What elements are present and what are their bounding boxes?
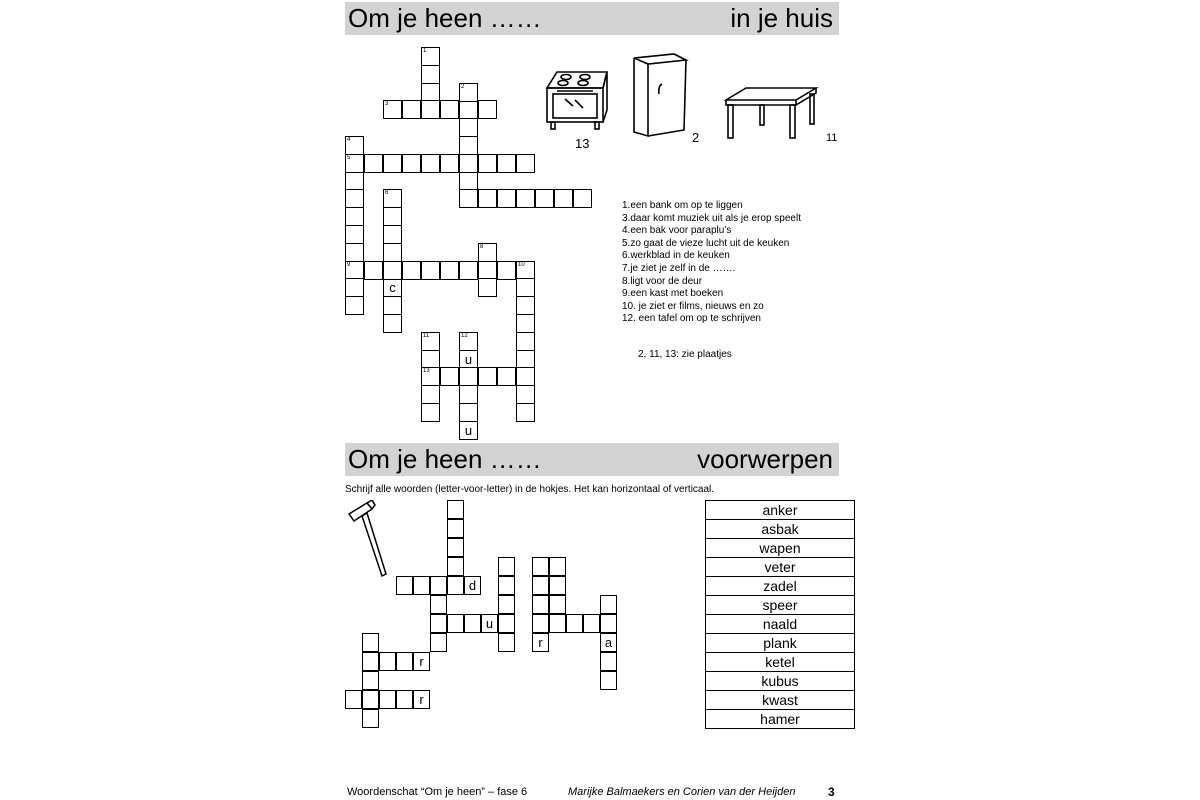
- crossword-cell[interactable]: [516, 278, 535, 297]
- crossword-cell[interactable]: [383, 225, 402, 244]
- crossword-cell[interactable]: [516, 350, 535, 369]
- page-number: 3: [828, 785, 835, 799]
- clue-number: 12: [461, 332, 468, 339]
- crossword-cell[interactable]: [447, 519, 464, 538]
- crossword-cell[interactable]: [459, 100, 478, 119]
- clue-list: [622, 200, 801, 326]
- crossword-cell[interactable]: [421, 350, 440, 369]
- crossword-cell[interactable]: [532, 595, 549, 614]
- crossword-cell[interactable]: [383, 314, 402, 333]
- crossword-cell[interactable]: [383, 278, 402, 297]
- crossword-cell[interactable]: [497, 261, 516, 280]
- crossword-cell[interactable]: [421, 47, 440, 66]
- crossword-cell[interactable]: [421, 367, 440, 386]
- crossword-cell[interactable]: [364, 261, 383, 280]
- crossword-cell[interactable]: [430, 633, 447, 652]
- crossword-cell[interactable]: [459, 403, 478, 422]
- crossword-cell[interactable]: [413, 690, 430, 709]
- clue-number: 4: [347, 137, 351, 143]
- crossword-cell[interactable]: [379, 690, 396, 709]
- crossword-cell[interactable]: [600, 652, 617, 671]
- crossword-cell[interactable]: [383, 243, 402, 262]
- crossword-cell[interactable]: [549, 576, 566, 595]
- crossword-cell[interactable]: [430, 614, 447, 633]
- crossword-cell[interactable]: [478, 154, 497, 173]
- crossword-cell[interactable]: [600, 595, 617, 614]
- crossword-cell[interactable]: [478, 100, 497, 119]
- crossword-cell[interactable]: [440, 261, 459, 280]
- word-list-item: speer: [706, 596, 855, 615]
- crossword-cell[interactable]: [383, 154, 402, 173]
- crossword-cell[interactable]: [421, 385, 440, 404]
- crossword-cell[interactable]: [402, 261, 421, 280]
- stove-icon: [543, 66, 611, 132]
- crossword-cell[interactable]: [383, 207, 402, 226]
- section-title-right: in je huis: [730, 3, 833, 33]
- given-letter: r: [538, 635, 543, 650]
- stove-number: 13: [575, 136, 590, 151]
- crossword-cell[interactable]: [396, 576, 413, 595]
- word-list-item: zadel: [706, 577, 855, 596]
- crossword-cell[interactable]: [459, 350, 478, 369]
- clue-number: 10: [518, 261, 525, 268]
- crossword-cell[interactable]: [421, 261, 440, 280]
- crossword-cell[interactable]: [498, 614, 515, 633]
- given-letter: r: [419, 692, 424, 707]
- clue: 7.je ziet je zelf in de …….: [622, 262, 736, 274]
- clue-number: 6: [385, 190, 389, 197]
- crossword-cell[interactable]: [362, 652, 379, 671]
- crossword-cell[interactable]: [459, 118, 478, 137]
- clue-number: 11: [423, 332, 430, 339]
- word-list-item: wapen: [706, 539, 855, 558]
- crossword-cell[interactable]: [447, 500, 464, 519]
- crossword-cell[interactable]: [573, 189, 592, 208]
- clue: 4.een bak voor paraplu’s: [622, 225, 732, 237]
- crossword-cell[interactable]: [447, 614, 464, 633]
- table-icon: [724, 84, 820, 140]
- clue-number: 5: [347, 154, 351, 161]
- crossword-cell[interactable]: [600, 633, 617, 652]
- crossword-cell[interactable]: [421, 83, 440, 102]
- crossword-cell[interactable]: [464, 576, 481, 595]
- crossword-cell[interactable]: [440, 367, 459, 386]
- given-letter: a: [604, 635, 613, 650]
- crossword-cell[interactable]: [413, 652, 430, 671]
- fridge-number: 2: [692, 130, 700, 145]
- crossword-cell[interactable]: [459, 421, 478, 440]
- crossword-cell[interactable]: [497, 367, 516, 386]
- crossword-cell[interactable]: [459, 189, 478, 208]
- crossword-cell[interactable]: [554, 189, 573, 208]
- clue: 3.daar komt muziek uit als je erop speelt: [622, 212, 801, 224]
- crossword-cell[interactable]: [421, 65, 440, 84]
- crossword-cell[interactable]: [497, 154, 516, 173]
- given-letter: u: [485, 616, 494, 631]
- crossword-cell[interactable]: [345, 278, 364, 297]
- crossword-cell[interactable]: [478, 261, 497, 280]
- crossword-cell[interactable]: [421, 403, 440, 422]
- crossword-cell[interactable]: [549, 595, 566, 614]
- crossword-cell[interactable]: [459, 261, 478, 280]
- crossword-cell[interactable]: [345, 136, 364, 155]
- crossword-cell[interactable]: [383, 100, 402, 119]
- crossword-cell[interactable]: [532, 633, 549, 652]
- crossword-cell[interactable]: [549, 614, 566, 633]
- section-title-left: Om je heen ……: [348, 3, 542, 33]
- crossword-cell[interactable]: [516, 154, 535, 173]
- crossword-cell[interactable]: [583, 614, 600, 633]
- word-list-item: plank: [706, 634, 855, 653]
- given-letter: u: [464, 351, 473, 367]
- crossword-cell[interactable]: [447, 576, 464, 595]
- crossword-cell[interactable]: [345, 296, 364, 315]
- crossword-cell[interactable]: [566, 614, 583, 633]
- word-list-item: kubus: [706, 672, 855, 691]
- crossword-cell[interactable]: [516, 314, 535, 333]
- crossword-cell[interactable]: [497, 189, 516, 208]
- crossword-cell[interactable]: [478, 367, 497, 386]
- crossword-cell[interactable]: [421, 100, 440, 119]
- clue-number: 9: [347, 261, 351, 268]
- crossword-cell[interactable]: [516, 332, 535, 351]
- fridge-icon: [628, 50, 690, 138]
- given-letter: c: [389, 280, 396, 296]
- crossword-cell[interactable]: [413, 576, 430, 595]
- word-list-item: anker: [706, 501, 855, 520]
- word-list-item: ketel: [706, 653, 855, 672]
- crossword-cell[interactable]: [498, 557, 515, 576]
- crossword-cell[interactable]: [396, 690, 413, 709]
- word-list-item: kwast: [706, 691, 855, 710]
- crossword-cell[interactable]: [516, 403, 535, 422]
- instruction-text: Schrijf alle woorden (letter-voor-letter) in de hokjes. Het kan horizontaal of verticaal.: [345, 484, 715, 495]
- crossword-cell[interactable]: [383, 189, 402, 208]
- section-banner-voorwerpen: [345, 443, 839, 476]
- clue: 5.zo gaat de vieze lucht uit de keuken: [622, 237, 790, 249]
- clue: 6.werkblad in de keuken: [622, 250, 730, 262]
- word-list-item: veter: [706, 558, 855, 577]
- crossword-cell[interactable]: [498, 633, 515, 652]
- clue: 9.een kast met boeken: [622, 288, 724, 300]
- crossword-cell[interactable]: [459, 136, 478, 155]
- crossword-cell[interactable]: [516, 296, 535, 315]
- crossword-cell[interactable]: [345, 690, 362, 709]
- clue-number: 2: [461, 83, 465, 90]
- crossword-cell[interactable]: [421, 332, 440, 351]
- clue-number: 13: [423, 368, 430, 375]
- crossword-cell[interactable]: [498, 576, 515, 595]
- crossword-cell[interactable]: [383, 296, 402, 315]
- crossword-cell[interactable]: [447, 538, 464, 557]
- crossword-cell[interactable]: [516, 367, 535, 386]
- crossword-cell[interactable]: [459, 332, 478, 351]
- crossword-cell[interactable]: [498, 595, 515, 614]
- crossword-cell[interactable]: [345, 189, 364, 208]
- table-number: 11: [826, 132, 838, 144]
- crossword-cell[interactable]: [396, 652, 413, 671]
- crossword-cell[interactable]: [345, 154, 364, 173]
- crossword-cell[interactable]: [430, 595, 447, 614]
- crossword-cell[interactable]: [379, 652, 396, 671]
- crossword-cell[interactable]: [478, 243, 497, 262]
- crossword-cell[interactable]: [535, 189, 554, 208]
- crossword-cell[interactable]: [440, 100, 459, 119]
- clue-number: 3: [385, 101, 389, 108]
- crossword-cell[interactable]: [600, 671, 617, 690]
- clue: 1.een bank om op te liggen: [622, 200, 743, 211]
- footer-authors: Marijke Balmaekers en Corien van der Heijden: [568, 786, 796, 798]
- crossword-cell[interactable]: [362, 633, 379, 652]
- clue-number: 8: [480, 243, 484, 250]
- crossword-cell[interactable]: [345, 172, 364, 191]
- word-list-item: hamer: [706, 710, 855, 729]
- crossword-cell[interactable]: [362, 671, 379, 690]
- crossword-cell[interactable]: [421, 154, 440, 173]
- clues-note: 2, 11, 13: zie plaatjes: [638, 349, 732, 360]
- word-list: [705, 500, 855, 729]
- crossword-cell[interactable]: [459, 385, 478, 404]
- crossword-cell[interactable]: [345, 243, 364, 262]
- crossword-cell[interactable]: [549, 557, 566, 576]
- crossword-cell[interactable]: [383, 261, 402, 280]
- given-letter: u: [464, 422, 473, 438]
- hammer-icon: [345, 500, 390, 578]
- given-letter: d: [468, 578, 477, 593]
- crossword-cell[interactable]: [362, 690, 379, 709]
- clue: 8.ligt voor de deur: [622, 275, 703, 287]
- crossword-cell[interactable]: [447, 557, 464, 576]
- crossword-cell[interactable]: [345, 261, 364, 280]
- crossword-cell[interactable]: [345, 225, 364, 244]
- crossword-cell[interactable]: [440, 154, 459, 173]
- crossword-cell[interactable]: [459, 367, 478, 386]
- crossword-cell[interactable]: [478, 278, 497, 297]
- crossword-cell[interactable]: [532, 557, 549, 576]
- crossword-cell[interactable]: [430, 576, 447, 595]
- footer-title: Woordenschat “Om je heen” – fase 6: [347, 786, 528, 798]
- section-title-right: voorwerpen: [697, 444, 833, 474]
- crossword-cell[interactable]: [532, 576, 549, 595]
- crossword-cell[interactable]: [516, 385, 535, 404]
- crossword-cell[interactable]: [459, 83, 478, 102]
- clue: 12. een tafel om op te schrijven: [622, 313, 761, 325]
- given-letter: r: [419, 654, 424, 669]
- section-title-left: Om je heen ……: [348, 444, 542, 474]
- crossword-cell[interactable]: [345, 207, 364, 226]
- crossword-cell[interactable]: [464, 614, 481, 633]
- crossword-cell[interactable]: [364, 154, 383, 173]
- section-banner-huis: [345, 2, 839, 35]
- crossword-cell[interactable]: [459, 154, 478, 173]
- crossword-cell[interactable]: [481, 614, 498, 633]
- crossword-cell[interactable]: [459, 172, 478, 191]
- word-list-item: naald: [706, 615, 855, 634]
- crossword-cell[interactable]: [516, 261, 535, 280]
- crossword-cell[interactable]: [402, 100, 421, 119]
- crossword-cell[interactable]: [402, 154, 421, 173]
- clue: 10. je ziet er films, nieuws en zo: [622, 300, 764, 312]
- crossword-cell[interactable]: [532, 614, 549, 633]
- word-list-item: asbak: [706, 520, 855, 539]
- crossword-cell[interactable]: [600, 614, 617, 633]
- crossword-cell[interactable]: [362, 709, 379, 728]
- crossword-cell[interactable]: [478, 189, 497, 208]
- crossword-cell[interactable]: [516, 189, 535, 208]
- clue-number: 1: [423, 48, 427, 54]
